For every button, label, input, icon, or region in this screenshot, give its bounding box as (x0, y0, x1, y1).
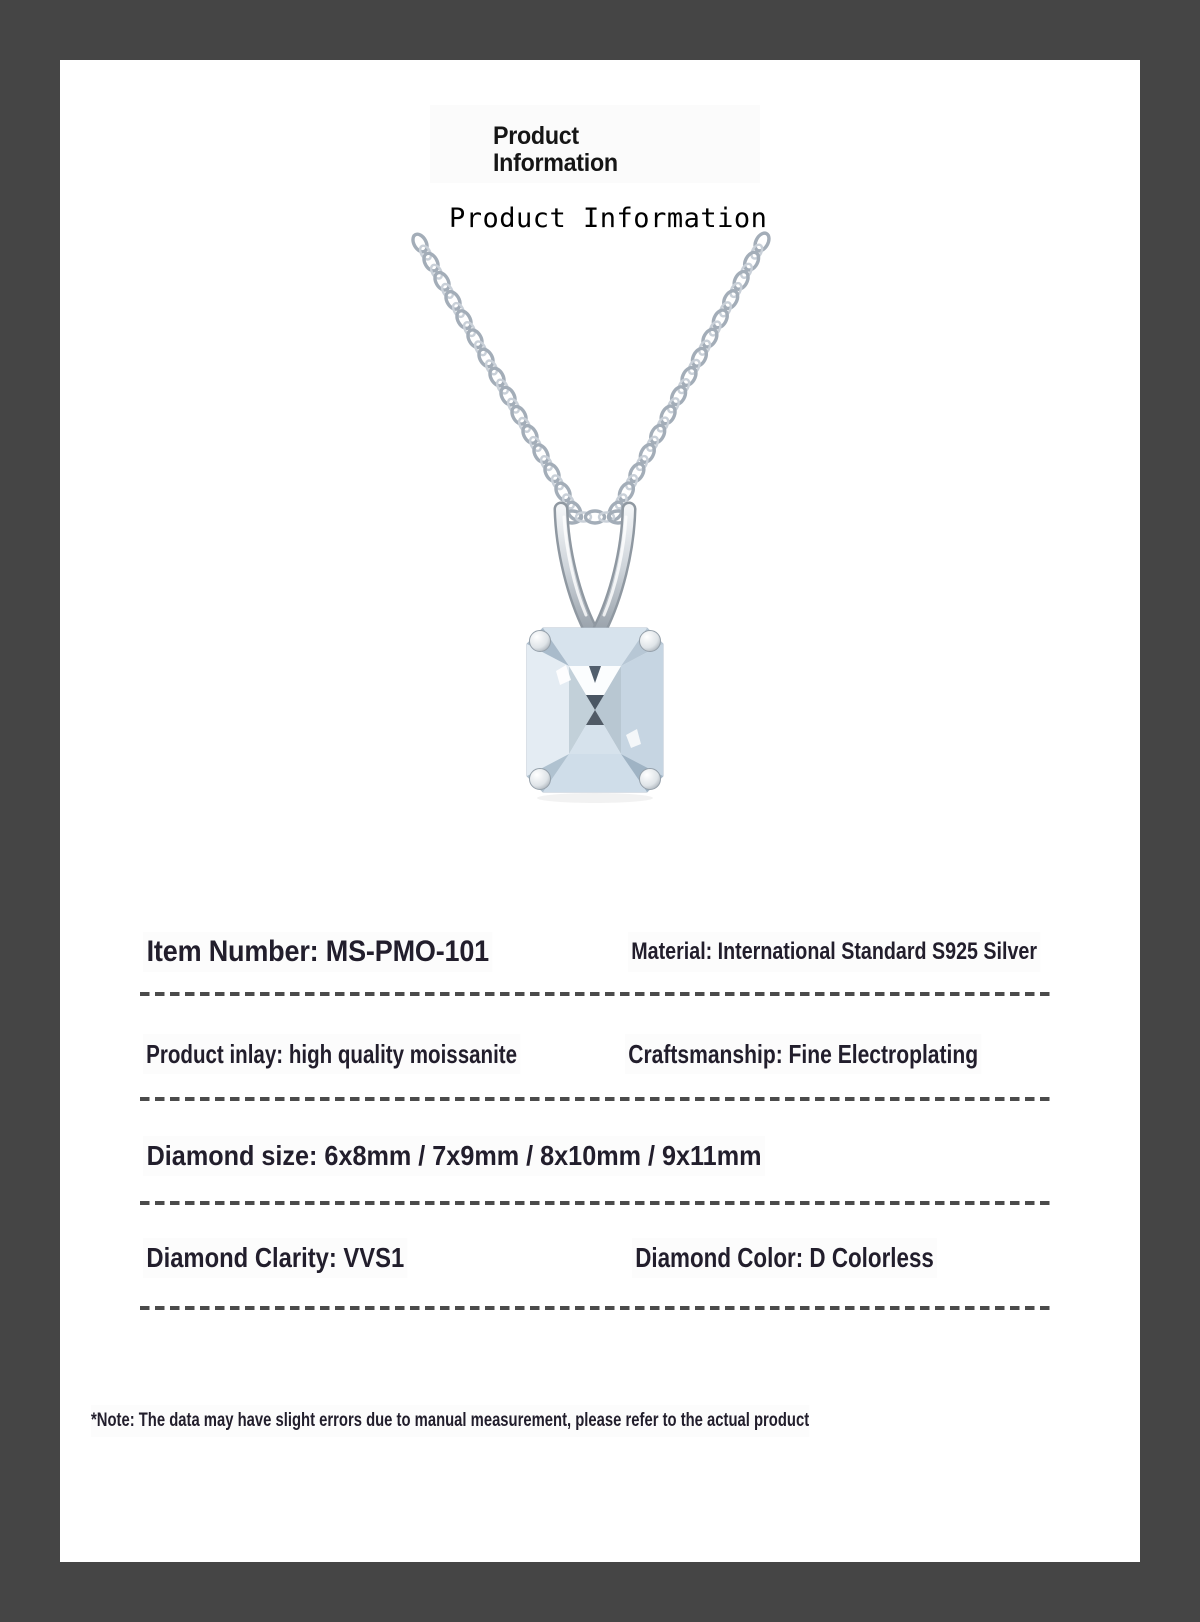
spec-row (143, 1238, 1073, 1278)
spec-row (143, 1034, 1073, 1074)
pendant-bail (561, 509, 629, 629)
spec-row (143, 1136, 1073, 1176)
divider (140, 1201, 1052, 1205)
spec-row (143, 932, 1073, 972)
chain (410, 231, 772, 523)
page-title-line1: Product (493, 122, 579, 150)
spec-product-inlay: Product inlay: high quality moissanite (143, 1034, 520, 1074)
section-heading: Product Information (449, 203, 768, 234)
spec-item-number: Item Number: MS-PMO-101 (143, 932, 493, 972)
spec-material: Material: International Standard S925 Silver (628, 932, 1040, 972)
spec-craftsmanship: Craftsmanship: Fine Electroplating (625, 1034, 981, 1074)
page-title (493, 123, 618, 177)
spec-diamond-color: Diamond Color: D Colorless (632, 1238, 937, 1278)
necklace-pendant-image (390, 225, 810, 825)
divider (140, 1097, 1052, 1101)
pendant-stone (527, 628, 663, 803)
page-title-line2: Information (493, 149, 618, 177)
divider (140, 1306, 1052, 1310)
note-text: *Note: The data may have slight errors due to manual measurement, please refer to the actual product (91, 1405, 809, 1437)
divider (140, 992, 1052, 996)
product-card (60, 60, 1140, 1562)
spec-diamond-clarity: Diamond Clarity: VVS1 (143, 1238, 408, 1278)
spec-diamond-size: Diamond size: 6x8mm / 7x9mm / 8x10mm / 9x11mm (143, 1136, 765, 1176)
